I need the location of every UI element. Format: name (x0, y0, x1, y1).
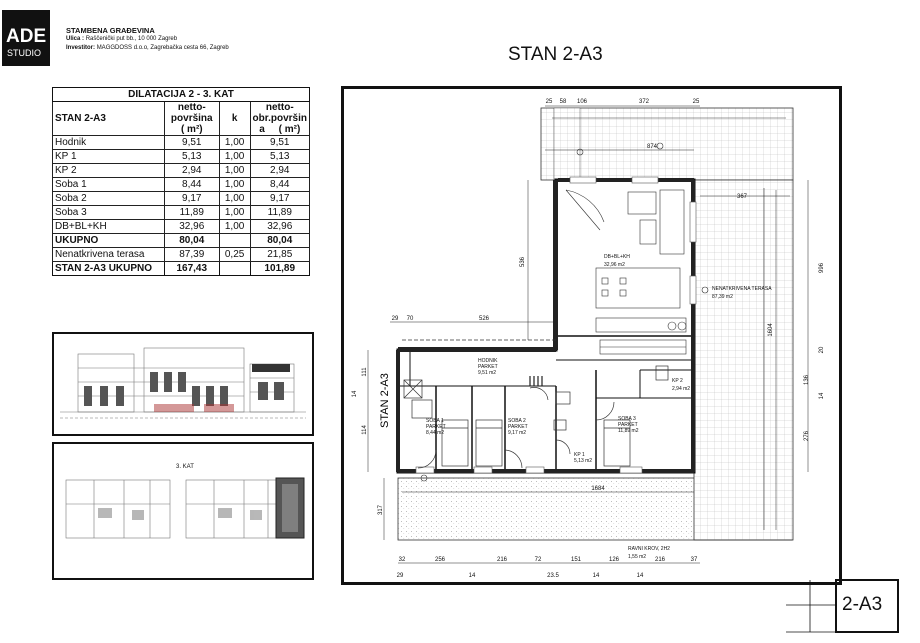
room-living-name: DB+BL+KH (604, 254, 630, 260)
room-living-area: 32,96 m2 (604, 262, 625, 268)
dim-left-3: 114 (362, 425, 368, 435)
dim-bottom2-4: 14 (592, 573, 600, 579)
room-kp1-area: 5,13 m2 (574, 458, 593, 464)
table-cell-k: 1,00 (219, 220, 250, 234)
table-cell-k: 1,00 (219, 206, 250, 220)
dim-left-wing-2: 70 (406, 316, 414, 322)
dim-bottom-8: 37 (690, 557, 698, 563)
sheet-title: STAN 2-A3 (508, 44, 603, 65)
dim-right-2: 136 (804, 374, 810, 386)
dim-top-3: 106 (576, 99, 588, 105)
table-cell-name: Soba 1 (53, 178, 165, 192)
dim-536: 536 (520, 256, 526, 268)
table-cell-area: 11,89 (164, 206, 219, 220)
room-kp2-name: KP 2 (672, 378, 683, 384)
table-cell-name: KP 2 (53, 164, 165, 178)
table-cell-k: 1,00 (219, 178, 250, 192)
table-cell-name: Soba 3 (53, 206, 165, 220)
room-soba2-area: 9,17 m2 (508, 430, 527, 436)
table-row-subtotal: UKUPNO 80,04 80,04 (53, 234, 310, 248)
key-plan-floor-label: 3. KAT (176, 464, 194, 470)
table-cell-name: Hodnik (53, 136, 165, 150)
dim-top-2: 58 (559, 99, 567, 105)
dim-bottom2-1: 29 (396, 573, 404, 579)
table-cell-area: 32,96 (164, 220, 219, 234)
table-cell-name: Soba 2 (53, 192, 165, 206)
dim-996: 996 (819, 262, 825, 274)
dim-367: 367 (736, 194, 748, 200)
dim-left-wing-1: 29 (391, 316, 399, 322)
table-cell-obr: 8,44 (250, 178, 309, 192)
logo-main: ADE (6, 26, 47, 47)
project-investor: MAGGDOSS d.o.o, Zagrebačka cesta 66, Zagreb (96, 45, 229, 51)
dim-bottom2-3: 23.5 (547, 573, 559, 579)
dim-bottom-7: 216 (654, 557, 666, 563)
dim-left-2: 14 (352, 390, 358, 398)
table-cell-obr: 5,13 (250, 150, 309, 164)
unit-label-vertical: STAN 2-A3 (379, 373, 391, 428)
dim-bottom-2: 256 (434, 557, 446, 563)
room-soba2-sub: PARKET (508, 424, 528, 430)
dim-right-4: 276 (804, 430, 810, 442)
table-cell-obr: 32,96 (250, 220, 309, 234)
dim-right-1: 20 (819, 346, 825, 354)
room-kp1-name: KP 1 (574, 452, 585, 458)
table-header-k: k (219, 102, 250, 136)
dim-bottom-4: 72 (534, 557, 542, 563)
dim-bottom-6: 126 (608, 557, 620, 563)
stamp-label: 2-A3 (842, 594, 883, 615)
table-cell-area: 8,44 (164, 178, 219, 192)
room-soba3-sub: PARKET (618, 422, 638, 428)
dim-right-3: 14 (819, 392, 825, 400)
dim-top-5: 25 (692, 99, 700, 105)
room-soba2-name: SOBA 2 (508, 418, 526, 424)
table-cell-area: 9,51 (164, 136, 219, 150)
project-location: Raščenički put bb., 10 000 Zagreb (85, 36, 178, 42)
dim-bottom-1: 32 (398, 557, 406, 563)
roof-label: RAVNI KROV, 2H2 (628, 546, 670, 552)
table-cell-obr: 2,94 (250, 164, 309, 178)
table-header-net: netto- površina ( m²) (164, 102, 219, 136)
room-soba3-area: 11,89 m2 (618, 428, 639, 434)
table-cell-obr: 9,17 (250, 192, 309, 206)
dim-155: 1,55 m2 (628, 554, 647, 560)
room-hall-name: HODNIK (478, 358, 498, 364)
dim-bottom-3: 216 (496, 557, 508, 563)
table-cell-area: 2,94 (164, 164, 219, 178)
project-header: STAMBENA GRAĐEVINA Ulica : Raščenički put bb., 10 000 Zagreb Investitor: MAGGDOSS d.o.o, Zagrebačka cesta 66, Zagreb (66, 26, 229, 51)
table-cell-name: KP 1 (53, 150, 165, 164)
logo-sub: STUDIO (7, 48, 42, 58)
table-cell-obr: 11,89 (250, 206, 309, 220)
room-soba1-sub: PARKET (426, 424, 446, 430)
dim-874: 874 (646, 144, 658, 150)
room-hall-sub: PARKET (478, 364, 498, 370)
table-header-obr: netto- obr.površin a ( m²) (250, 102, 309, 136)
table-row-total: STAN 2-A3 UKUPNO 167,43 101,89 (53, 262, 310, 276)
table-caption: DILATACIJA 2 - 3. KAT (53, 88, 310, 102)
dim-bottom-5: 151 (570, 557, 582, 563)
room-soba1-name: SOBA 1 (426, 418, 444, 424)
room-kp2-area: 2,94 m2 (672, 386, 691, 392)
dim-bottom2-5: 14 (636, 573, 644, 579)
dim-top-1: 25 (545, 99, 553, 105)
table-row-terrace: Nenatkrivena terasa 87,39 0,25 21,85 (53, 248, 310, 262)
room-terrace-name: NENATKRIVENA TERASA (712, 286, 772, 292)
table-header-name: STAN 2-A3 (53, 102, 165, 136)
table-cell-k: 1,00 (219, 192, 250, 206)
dim-1684: 1684 (591, 486, 605, 492)
dim-bottom2-2: 14 (468, 573, 476, 579)
dim-left-4: 317 (378, 504, 384, 516)
room-hall-area: 9,51 m2 (478, 370, 497, 376)
table-cell-area: 5,13 (164, 150, 219, 164)
table-cell-k: 1,00 (219, 150, 250, 164)
dim-left-1: 111 (362, 367, 368, 377)
room-soba1-area: 8,44 m2 (426, 430, 445, 436)
dim-left-wing-3: 526 (478, 316, 490, 322)
project-title: STAMBENA GRAĐEVINA (66, 26, 155, 35)
table-cell-obr: 9,51 (250, 136, 309, 150)
dim-1604: 1604 (768, 323, 774, 337)
table-cell-name: DB+BL+KH (53, 220, 165, 234)
table-cell-area: 9,17 (164, 192, 219, 206)
table-cell-k: 1,00 (219, 164, 250, 178)
table-cell-k: 1,00 (219, 136, 250, 150)
room-terrace-area: 87,39 m2 (712, 294, 733, 300)
dim-top-4: 372 (638, 99, 650, 105)
room-soba3-name: SOBA 3 (618, 416, 636, 422)
